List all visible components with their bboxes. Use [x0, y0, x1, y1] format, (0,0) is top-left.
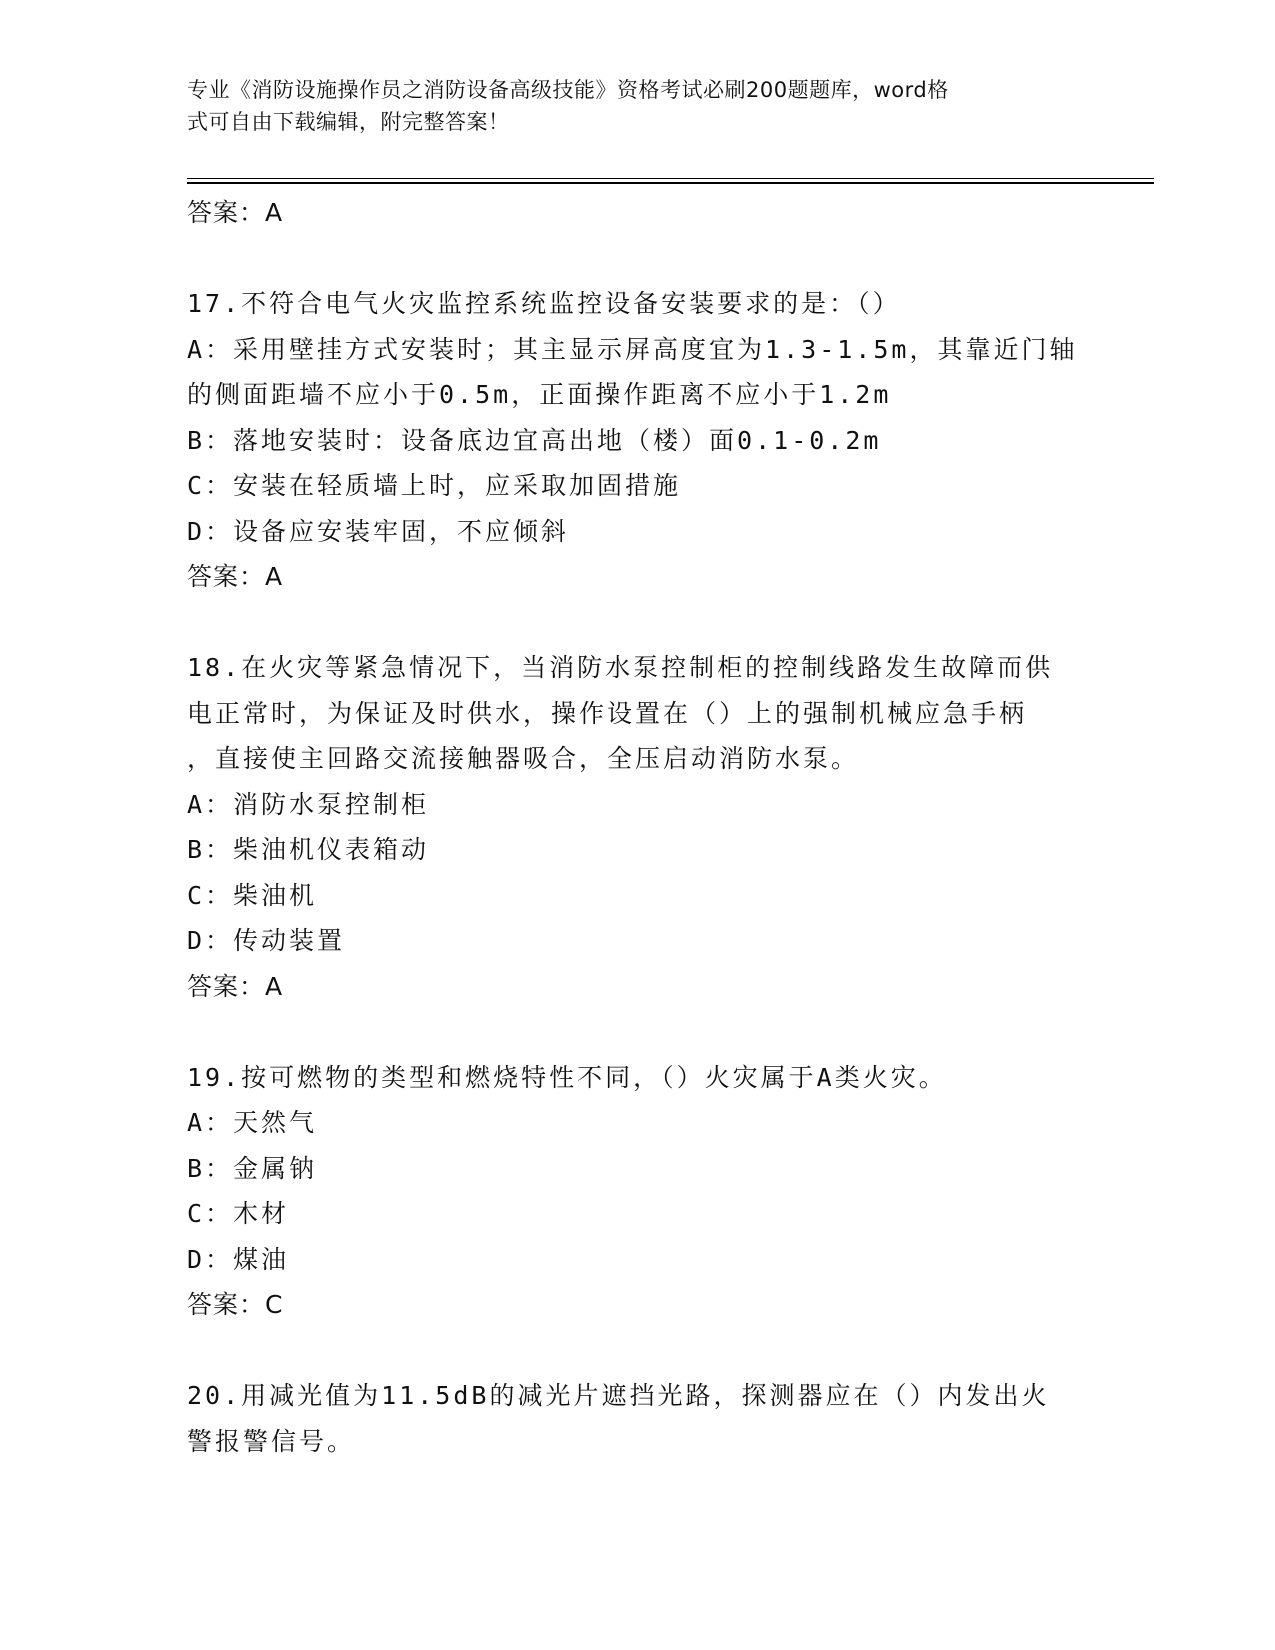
header-divider-thin: [187, 178, 1154, 179]
answer-line: 答案：C: [187, 1290, 284, 1319]
question-stem-line: 17.不符合电气火灾监控系统监控设备安装要求的是：（）: [187, 289, 901, 318]
option-b: B：柴油机仪表箱动: [187, 835, 430, 864]
question-18: [187, 645, 1087, 1009]
document-header: [187, 74, 1067, 138]
header-line-2: 式可自由下载编辑，附完整答案！: [187, 110, 510, 134]
question-19: [187, 1055, 1087, 1328]
option-d: D：设备应安装牢固，不应倾斜: [187, 516, 570, 546]
question-stem-line: ，直接使主回路交流接触器吸合，全压启动消防水泵。: [187, 744, 860, 773]
option-d: D：煤油: [187, 1244, 290, 1274]
option-a: A：天然气: [187, 1108, 318, 1137]
answer-line: 答案：A: [187, 562, 284, 591]
question-stem-line: 20.用减光值为11.5dB的减光片遮挡光路，探测器应在（）内发出火: [187, 1381, 1050, 1410]
option-a: A：消防水泵控制柜: [187, 789, 430, 819]
option-a: A：采用壁挂方式安装时；其主显示屏高度宜为1.3-1.5m，其靠近门轴: [187, 334, 1078, 364]
header-line-1: 专业《消防设施操作员之消防设备高级技能》资格考试必刷200题题库，word格: [187, 78, 949, 102]
question-17: [187, 281, 1087, 600]
question-stem-line: 18.在火灾等紧急情况下，当消防水泵控制柜的控制线路发生故障而供: [187, 653, 1054, 682]
option-d: D：传动装置: [187, 926, 346, 955]
answer-line: 答案：A: [187, 971, 284, 1001]
question-stem-line: 电正常时，为保证及时供水，操作设置在（）上的强制机械应急手柄: [187, 698, 1028, 728]
option-b: B：金属钠: [187, 1153, 318, 1183]
option-c: C：木材: [187, 1199, 290, 1228]
option-b: B：落地安装时：设备底边宜高出地（楼）面0.1-0.2m: [187, 425, 882, 455]
option-c: C：柴油机: [187, 880, 318, 910]
question-content: [187, 190, 1087, 1464]
spacer: [187, 600, 1087, 646]
spacer: [187, 1009, 1087, 1055]
question-20: [187, 1373, 1087, 1464]
option-c: C：安装在轻质墙上时，应采取加固措施: [187, 471, 682, 500]
spacer: [187, 236, 1087, 282]
spacer: [187, 1328, 1087, 1374]
option-a-continued: 的侧面距墙不应小于0.5m，正面操作距离不应小于1.2m: [187, 380, 892, 409]
question-stem-line: 警报警信号。: [187, 1426, 356, 1456]
question-stem-line: 19.按可燃物的类型和燃烧特性不同，（）火灾属于A类火灾。: [187, 1062, 947, 1092]
header-divider-thick: [187, 182, 1154, 184]
answer-line: 答案：A: [187, 198, 284, 227]
